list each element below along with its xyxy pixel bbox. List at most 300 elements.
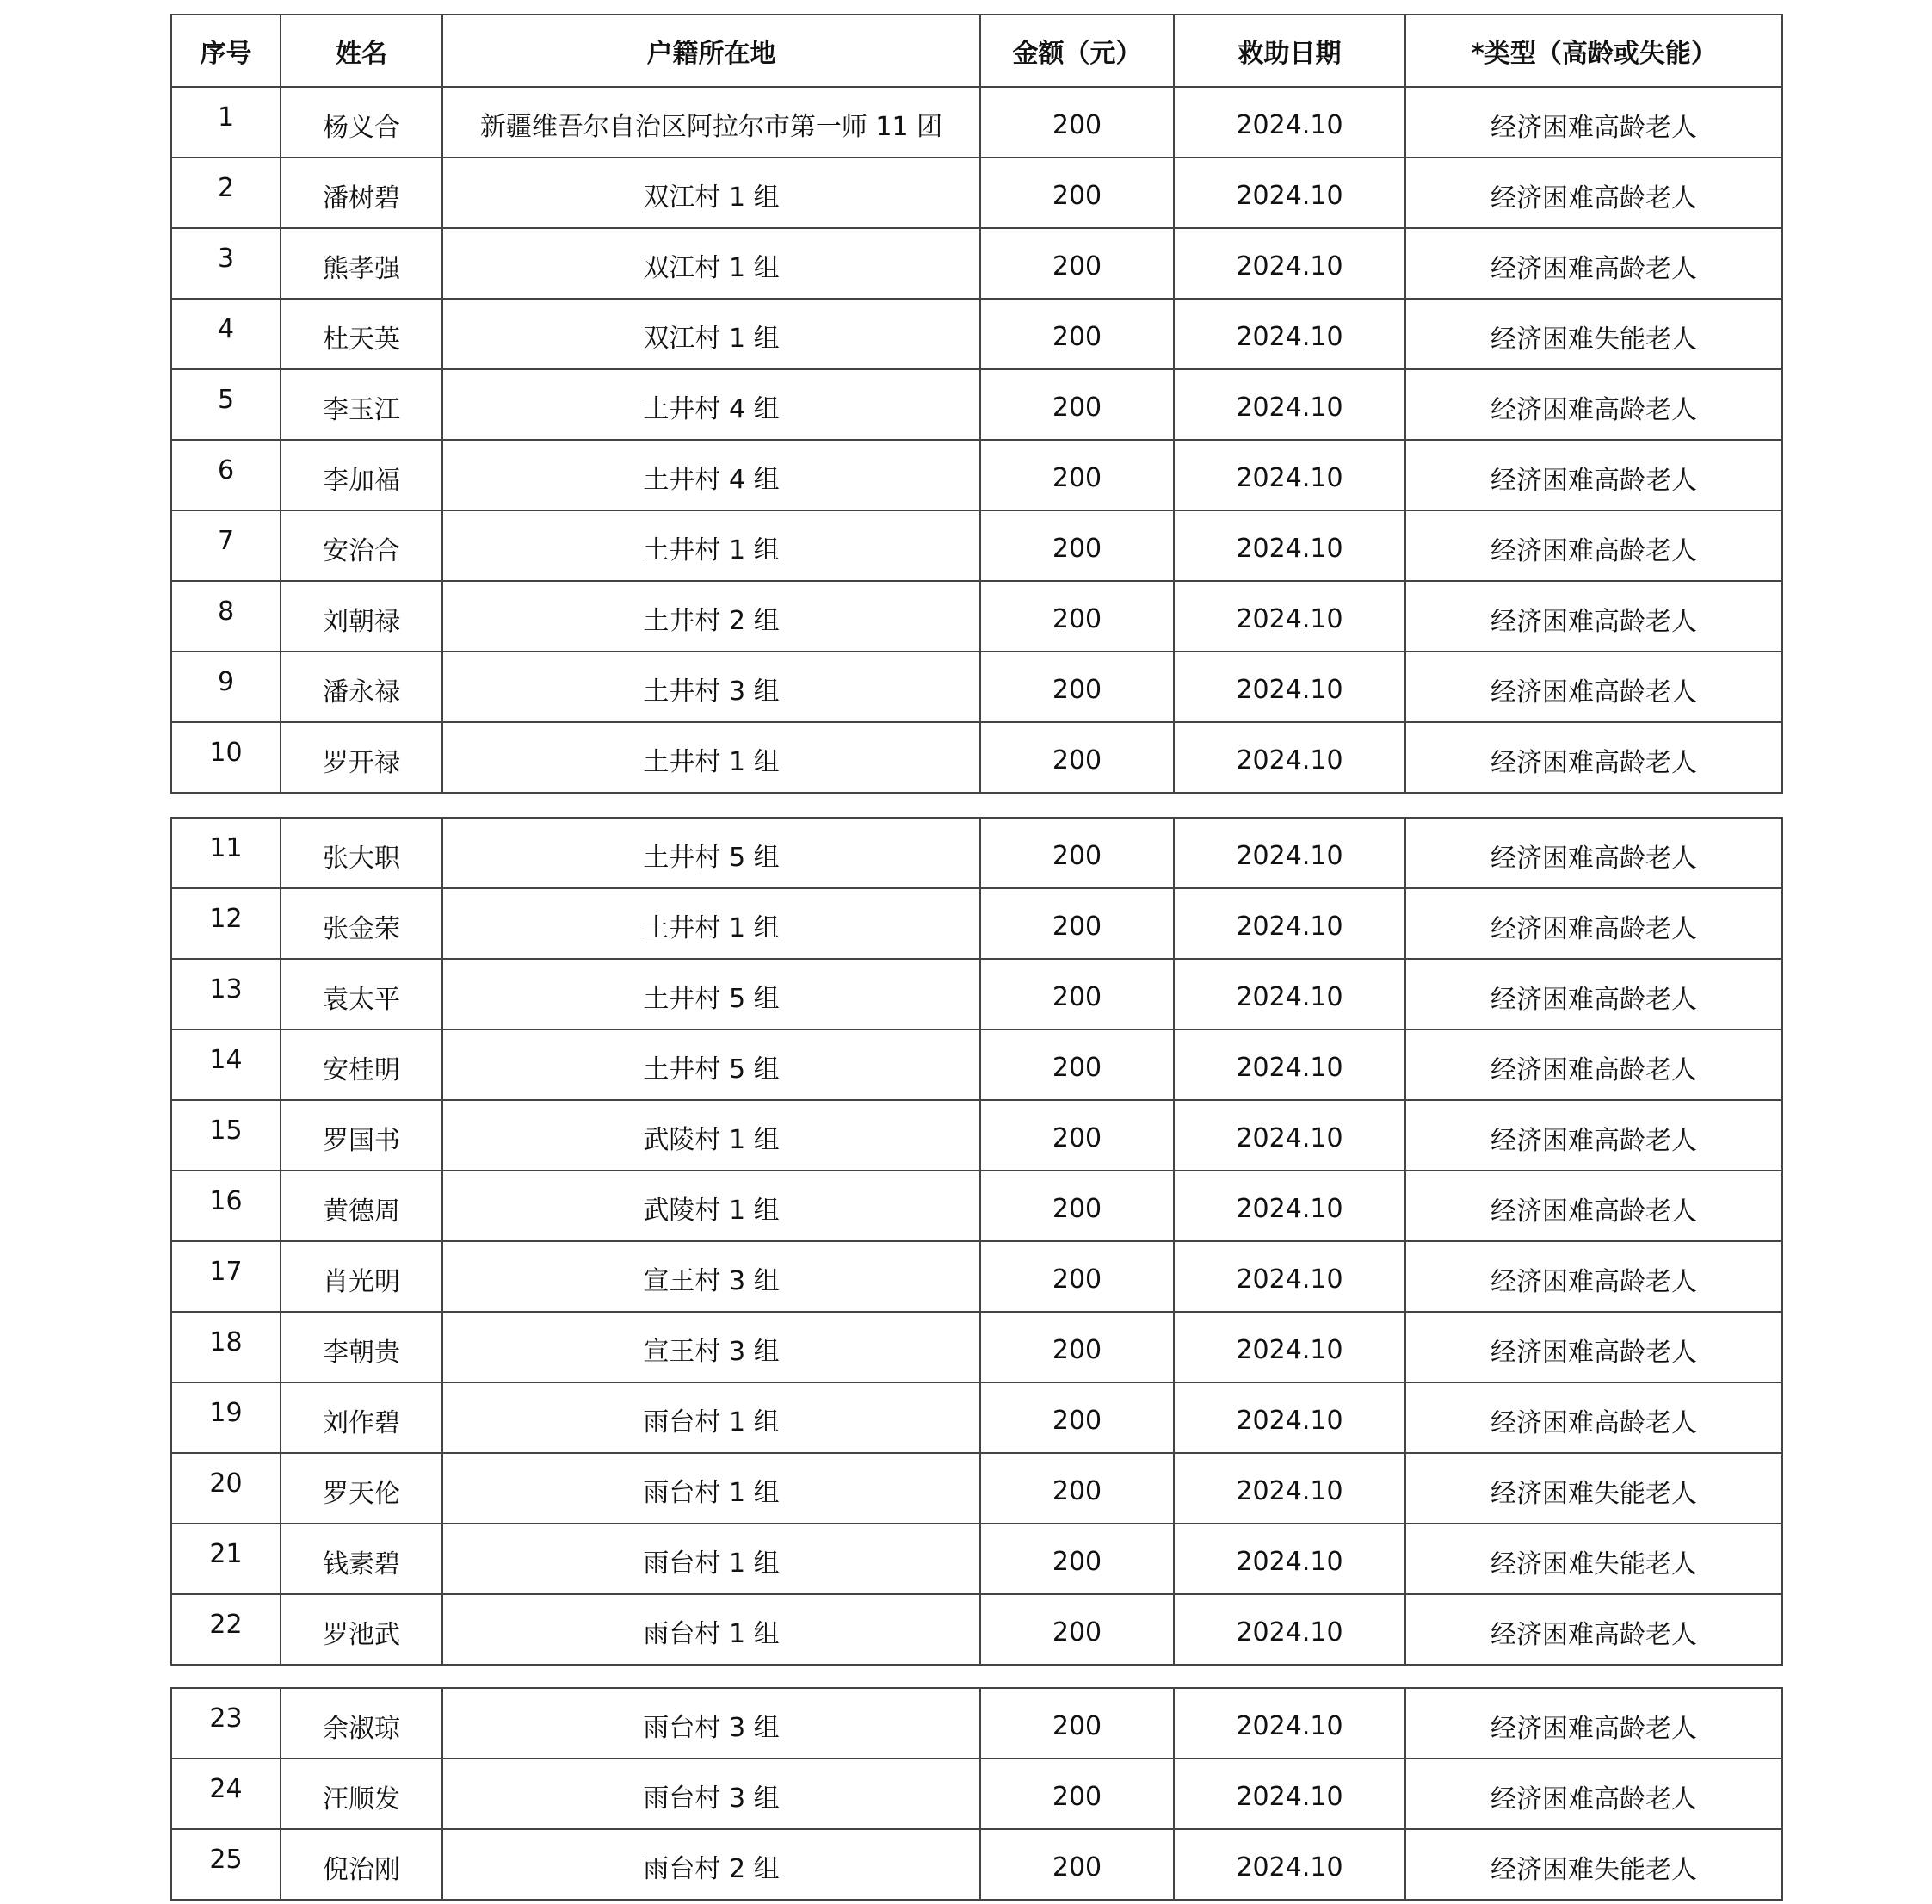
cell-amount	[980, 440, 1174, 510]
table-row	[171, 510, 1782, 581]
cell-date	[1174, 818, 1405, 888]
cell-name-text: 李加福	[323, 466, 400, 496]
cell-date	[1174, 228, 1405, 299]
cell-date	[1174, 1171, 1405, 1241]
cell-date	[1174, 1029, 1405, 1100]
cell-seq-text: 8	[217, 596, 235, 627]
cell-type-text: 经济困难高龄老人	[1491, 536, 1697, 566]
cell-type	[1405, 888, 1782, 959]
cell-name-text: 肖光明	[323, 1267, 400, 1297]
cell-amount	[980, 510, 1174, 581]
cell-amount	[980, 1524, 1174, 1594]
cell-name-text: 杨义合	[323, 113, 400, 143]
cell-seq	[171, 369, 281, 440]
cell-type-text: 经济困难高龄老人	[1491, 1338, 1697, 1368]
cell-seq	[171, 440, 281, 510]
cell-name-text: 刘作碧	[323, 1408, 400, 1438]
header-amount: 金额（元）	[980, 15, 1174, 87]
cell-type-text: 经济困难高龄老人	[1491, 1126, 1697, 1156]
cell-name	[281, 1453, 442, 1524]
cell-date-text: 2024.10	[1236, 109, 1343, 140]
cell-amount	[980, 1453, 1174, 1524]
cell-seq	[171, 1241, 281, 1312]
cell-residence	[442, 1100, 980, 1171]
cell-name-text: 钱素碧	[323, 1549, 400, 1579]
cell-date	[1174, 1688, 1405, 1759]
cell-date-text: 2024.10	[1236, 1475, 1343, 1506]
header-name: 姓名	[281, 15, 442, 87]
cell-amount	[980, 1100, 1174, 1171]
cell-seq-text: 11	[209, 832, 243, 863]
cell-seq-text: 18	[209, 1326, 243, 1357]
cell-date-text: 2024.10	[1236, 1122, 1343, 1153]
cell-type	[1405, 1100, 1782, 1171]
cell-name-text: 安治合	[323, 536, 400, 566]
cell-residence-text: 宣王村 3 组	[643, 1266, 780, 1296]
cell-amount	[980, 888, 1174, 959]
cell-seq	[171, 1382, 281, 1453]
cell-type	[1405, 158, 1782, 228]
cell-seq-text: 7	[217, 525, 235, 556]
cell-residence	[442, 1241, 980, 1312]
cell-residence-text: 土井村 1 组	[643, 913, 780, 943]
cell-name-text: 刘朝禄	[323, 607, 400, 637]
cell-date	[1174, 299, 1405, 369]
cell-date	[1174, 652, 1405, 722]
cell-name-text: 张大职	[323, 844, 400, 874]
header-type: *类型（高龄或失能）	[1405, 15, 1782, 87]
table-row	[171, 652, 1782, 722]
cell-date-text: 2024.10	[1236, 321, 1343, 352]
cell-amount-text: 200	[1052, 603, 1102, 634]
cell-amount	[980, 1688, 1174, 1759]
cell-name	[281, 440, 442, 510]
table-row	[171, 1688, 1782, 1759]
cell-amount	[980, 1594, 1174, 1665]
cell-seq	[171, 722, 281, 793]
cell-amount	[980, 1029, 1174, 1100]
cell-seq	[171, 228, 281, 299]
cell-residence	[442, 87, 980, 158]
cell-residence-text: 雨台村 3 组	[643, 1783, 780, 1814]
cell-type	[1405, 1241, 1782, 1312]
cell-seq	[171, 1829, 281, 1900]
cell-seq	[171, 581, 281, 652]
assistance-table-block-1	[170, 14, 1783, 794]
cell-date	[1174, 1100, 1405, 1171]
cell-residence-text: 双江村 1 组	[643, 324, 780, 354]
cell-type-text: 经济困难高龄老人	[1491, 183, 1697, 213]
cell-date-text: 2024.10	[1236, 840, 1343, 871]
cell-amount	[980, 652, 1174, 722]
cell-date-text: 2024.10	[1236, 1264, 1343, 1295]
cell-name	[281, 510, 442, 581]
assistance-table-block-2	[170, 817, 1783, 1666]
cell-amount-text: 200	[1052, 1546, 1102, 1577]
cell-name-text: 杜天英	[323, 325, 400, 355]
cell-type-text: 经济困难失能老人	[1491, 1479, 1697, 1509]
cell-seq-text: 24	[209, 1773, 243, 1804]
cell-amount-text: 200	[1052, 1193, 1102, 1224]
table-row	[171, 440, 1782, 510]
cell-amount	[980, 1241, 1174, 1312]
cell-type-text: 经济困难高龄老人	[1491, 1714, 1697, 1744]
cell-date	[1174, 87, 1405, 158]
cell-type-text: 经济困难高龄老人	[1491, 1055, 1697, 1085]
cell-type	[1405, 1524, 1782, 1594]
cell-residence	[442, 1594, 980, 1665]
cell-date-text: 2024.10	[1236, 1851, 1343, 1882]
cell-residence-text: 土井村 5 组	[643, 843, 780, 873]
cell-residence-text: 武陵村 1 组	[643, 1196, 780, 1226]
cell-name-text: 熊孝强	[323, 254, 400, 284]
cell-name	[281, 1759, 442, 1829]
cell-type	[1405, 369, 1782, 440]
cell-amount	[980, 581, 1174, 652]
cell-residence	[442, 1759, 980, 1829]
cell-residence-text: 土井村 2 组	[643, 606, 780, 636]
cell-date	[1174, 581, 1405, 652]
cell-amount-text: 200	[1052, 462, 1102, 493]
cell-date-text: 2024.10	[1236, 1710, 1343, 1741]
cell-date-text: 2024.10	[1236, 911, 1343, 942]
cell-amount-text: 200	[1052, 1334, 1102, 1365]
cell-type	[1405, 1382, 1782, 1453]
cell-seq	[171, 1453, 281, 1524]
cell-type-text: 经济困难失能老人	[1491, 1855, 1697, 1885]
cell-name-text: 倪治刚	[323, 1855, 400, 1885]
cell-date-text: 2024.10	[1236, 981, 1343, 1012]
cell-amount-text: 200	[1052, 840, 1102, 871]
cell-residence-text: 双江村 1 组	[643, 182, 780, 213]
table-row	[171, 581, 1782, 652]
cell-seq	[171, 1312, 281, 1382]
cell-date	[1174, 1759, 1405, 1829]
cell-residence-text: 武陵村 1 组	[643, 1125, 780, 1155]
cell-date	[1174, 1524, 1405, 1594]
cell-residence-text: 宣王村 3 组	[643, 1337, 780, 1367]
cell-type-text: 经济困难高龄老人	[1491, 748, 1697, 778]
cell-amount-text: 200	[1052, 1052, 1102, 1083]
cell-type	[1405, 1029, 1782, 1100]
cell-date-text: 2024.10	[1236, 1052, 1343, 1083]
cell-amount	[980, 158, 1174, 228]
cell-type-text: 经济困难高龄老人	[1491, 607, 1697, 637]
cell-amount	[980, 369, 1174, 440]
cell-date-text: 2024.10	[1236, 1546, 1343, 1577]
cell-amount-text: 200	[1052, 250, 1102, 281]
cell-date-text: 2024.10	[1236, 603, 1343, 634]
cell-residence	[442, 158, 980, 228]
cell-type	[1405, 1171, 1782, 1241]
cell-name-text: 汪顺发	[323, 1784, 400, 1814]
cell-name-text: 罗池武	[323, 1620, 400, 1650]
table-row	[171, 1100, 1782, 1171]
cell-seq	[171, 87, 281, 158]
cell-date	[1174, 1241, 1405, 1312]
table-row	[171, 1382, 1782, 1453]
cell-amount-text: 200	[1052, 1617, 1102, 1647]
cell-type-text: 经济困难高龄老人	[1491, 1408, 1697, 1438]
table-row	[171, 1829, 1782, 1900]
cell-type-text: 经济困难高龄老人	[1491, 1196, 1697, 1227]
cell-residence-text: 雨台村 2 组	[643, 1854, 780, 1884]
table-row	[171, 299, 1782, 369]
cell-seq-text: 9	[217, 666, 235, 697]
cell-seq-text: 25	[209, 1844, 243, 1875]
cell-type	[1405, 87, 1782, 158]
cell-seq	[171, 299, 281, 369]
cell-seq	[171, 1171, 281, 1241]
cell-name	[281, 1171, 442, 1241]
cell-date	[1174, 1382, 1405, 1453]
cell-name-text: 罗国书	[323, 1126, 400, 1156]
cell-name	[281, 1382, 442, 1453]
cell-type	[1405, 510, 1782, 581]
cell-residence	[442, 440, 980, 510]
cell-residence-text: 土井村 1 组	[643, 535, 780, 566]
cell-type	[1405, 299, 1782, 369]
cell-residence	[442, 888, 980, 959]
cell-amount-text: 200	[1052, 533, 1102, 564]
cell-name	[281, 652, 442, 722]
cell-date	[1174, 1594, 1405, 1665]
cell-date	[1174, 959, 1405, 1029]
cell-amount	[980, 228, 1174, 299]
cell-name	[281, 1029, 442, 1100]
cell-type-text: 经济困难高龄老人	[1491, 914, 1697, 944]
cell-name	[281, 228, 442, 299]
cell-date-text: 2024.10	[1236, 1193, 1343, 1224]
cell-name	[281, 818, 442, 888]
cell-name-text: 张金荣	[323, 914, 400, 944]
cell-seq	[171, 1759, 281, 1829]
cell-type-text: 经济困难高龄老人	[1491, 113, 1697, 143]
cell-date-text: 2024.10	[1236, 180, 1343, 211]
cell-residence-text: 土井村 5 组	[643, 1054, 780, 1085]
cell-date-text: 2024.10	[1236, 745, 1343, 776]
assistance-table-block-3	[170, 1687, 1783, 1901]
cell-type	[1405, 959, 1782, 1029]
cell-name	[281, 1100, 442, 1171]
cell-date-text: 2024.10	[1236, 1617, 1343, 1647]
cell-seq	[171, 1100, 281, 1171]
cell-date-text: 2024.10	[1236, 250, 1343, 281]
cell-date-text: 2024.10	[1236, 1334, 1343, 1365]
cell-amount-text: 200	[1052, 911, 1102, 942]
cell-residence	[442, 369, 980, 440]
cell-type-text: 经济困难高龄老人	[1491, 1267, 1697, 1297]
cell-seq-text: 21	[209, 1538, 243, 1569]
cell-name	[281, 299, 442, 369]
cell-type	[1405, 1688, 1782, 1759]
cell-type	[1405, 440, 1782, 510]
cell-type	[1405, 722, 1782, 793]
cell-type	[1405, 1829, 1782, 1900]
cell-name	[281, 1829, 442, 1900]
cell-residence-text: 雨台村 1 组	[643, 1478, 780, 1508]
cell-type	[1405, 1594, 1782, 1665]
cell-seq-text: 2	[217, 172, 235, 203]
cell-amount-text: 200	[1052, 1851, 1102, 1882]
cell-name-text: 潘树碧	[323, 183, 400, 213]
cell-seq-text: 16	[209, 1185, 243, 1216]
cell-amount-text: 200	[1052, 745, 1102, 776]
cell-type-text: 经济困难高龄老人	[1491, 254, 1697, 284]
cell-seq	[171, 1688, 281, 1759]
table-row	[171, 87, 1782, 158]
cell-seq-text: 12	[209, 903, 243, 934]
cell-residence	[442, 510, 980, 581]
cell-date-text: 2024.10	[1236, 533, 1343, 564]
cell-residence	[442, 959, 980, 1029]
cell-date-text: 2024.10	[1236, 674, 1343, 705]
cell-seq	[171, 818, 281, 888]
cell-type-text: 经济困难高龄老人	[1491, 1620, 1697, 1650]
cell-amount-text: 200	[1052, 1122, 1102, 1153]
cell-amount-text: 200	[1052, 321, 1102, 352]
cell-type-text: 经济困难高龄老人	[1491, 985, 1697, 1015]
cell-amount	[980, 299, 1174, 369]
cell-type-text: 经济困难高龄老人	[1491, 466, 1697, 496]
table-row	[171, 1312, 1782, 1382]
cell-amount	[980, 1759, 1174, 1829]
cell-residence	[442, 1453, 980, 1524]
cell-seq-text: 6	[217, 454, 235, 485]
cell-residence	[442, 1829, 980, 1900]
cell-type-text: 经济困难高龄老人	[1491, 1784, 1697, 1814]
table-row	[171, 818, 1782, 888]
cell-name	[281, 888, 442, 959]
cell-seq	[171, 959, 281, 1029]
cell-seq	[171, 1029, 281, 1100]
cell-residence-text: 双江村 1 组	[643, 253, 780, 283]
cell-amount-text: 200	[1052, 981, 1102, 1012]
cell-residence-text: 雨台村 1 组	[643, 1407, 780, 1437]
table-row	[171, 722, 1782, 793]
cell-date-text: 2024.10	[1236, 1781, 1343, 1812]
cell-amount	[980, 959, 1174, 1029]
cell-amount-text: 200	[1052, 109, 1102, 140]
cell-date	[1174, 158, 1405, 228]
cell-date	[1174, 1453, 1405, 1524]
cell-type	[1405, 1312, 1782, 1382]
cell-seq-text: 3	[217, 243, 235, 274]
cell-name	[281, 369, 442, 440]
cell-name	[281, 158, 442, 228]
cell-name-text: 李玉江	[323, 395, 400, 425]
cell-name-text: 潘永禄	[323, 677, 400, 708]
cell-date	[1174, 1829, 1405, 1900]
cell-residence	[442, 1312, 980, 1382]
table-row	[171, 1171, 1782, 1241]
cell-seq	[171, 1594, 281, 1665]
cell-type	[1405, 1453, 1782, 1524]
cell-type-text: 经济困难高龄老人	[1491, 677, 1697, 708]
cell-seq-text: 17	[209, 1256, 243, 1287]
cell-residence-text: 土井村 3 组	[643, 677, 780, 707]
cell-seq-text: 20	[209, 1468, 243, 1499]
cell-date-text: 2024.10	[1236, 1405, 1343, 1436]
table-row	[171, 888, 1782, 959]
cell-name-text: 罗天伦	[323, 1479, 400, 1509]
header-seq: 序号	[171, 15, 281, 87]
cell-type-text: 经济困难失能老人	[1491, 1549, 1697, 1579]
cell-residence-text: 土井村 1 组	[643, 747, 780, 777]
cell-amount-text: 200	[1052, 1264, 1102, 1295]
cell-residence-text: 土井村 4 组	[643, 465, 780, 495]
cell-seq	[171, 652, 281, 722]
cell-amount-text: 200	[1052, 392, 1102, 423]
cell-residence	[442, 818, 980, 888]
cell-name	[281, 1594, 442, 1665]
table-row	[171, 1524, 1782, 1594]
cell-residence	[442, 581, 980, 652]
cell-residence	[442, 722, 980, 793]
table-row	[171, 228, 1782, 299]
cell-type	[1405, 228, 1782, 299]
cell-seq-text: 14	[209, 1044, 243, 1075]
table-row	[171, 1453, 1782, 1524]
cell-seq-text: 13	[209, 974, 243, 1005]
cell-name	[281, 959, 442, 1029]
cell-name	[281, 1312, 442, 1382]
cell-seq-text: 4	[217, 313, 235, 344]
cell-amount-text: 200	[1052, 1781, 1102, 1812]
cell-residence	[442, 1171, 980, 1241]
table-row	[171, 158, 1782, 228]
cell-seq	[171, 888, 281, 959]
table-row	[171, 959, 1782, 1029]
table-row	[171, 1759, 1782, 1829]
cell-seq-text: 23	[209, 1703, 243, 1734]
cell-seq-text: 22	[209, 1609, 243, 1640]
cell-seq-text: 5	[217, 384, 235, 415]
cell-name-text: 袁太平	[323, 985, 400, 1015]
table-row	[171, 1029, 1782, 1100]
cell-seq-text: 15	[209, 1115, 243, 1146]
cell-type-text: 经济困难失能老人	[1491, 325, 1697, 355]
table-row	[171, 1241, 1782, 1312]
cell-name-text: 余淑琼	[323, 1714, 400, 1744]
cell-date	[1174, 722, 1405, 793]
cell-type	[1405, 818, 1782, 888]
cell-type	[1405, 581, 1782, 652]
cell-residence-text: 雨台村 1 组	[643, 1549, 780, 1579]
cell-residence	[442, 1029, 980, 1100]
cell-residence	[442, 652, 980, 722]
cell-date	[1174, 1312, 1405, 1382]
cell-residence-text: 土井村 5 组	[643, 984, 780, 1014]
cell-amount-text: 200	[1052, 180, 1102, 211]
cell-date	[1174, 369, 1405, 440]
cell-residence	[442, 1524, 980, 1594]
cell-residence-text: 雨台村 1 组	[643, 1619, 780, 1649]
cell-amount	[980, 1382, 1174, 1453]
cell-date-text: 2024.10	[1236, 462, 1343, 493]
cell-type-text: 经济困难高龄老人	[1491, 395, 1697, 425]
cell-residence-text: 雨台村 3 组	[643, 1713, 780, 1743]
cell-amount	[980, 722, 1174, 793]
cell-amount	[980, 1312, 1174, 1382]
cell-amount-text: 200	[1052, 1475, 1102, 1506]
cell-amount	[980, 1171, 1174, 1241]
cell-amount	[980, 1829, 1174, 1900]
header-date: 救助日期	[1174, 15, 1405, 87]
cell-amount-text: 200	[1052, 674, 1102, 705]
cell-date-text: 2024.10	[1236, 392, 1343, 423]
table-row	[171, 369, 1782, 440]
